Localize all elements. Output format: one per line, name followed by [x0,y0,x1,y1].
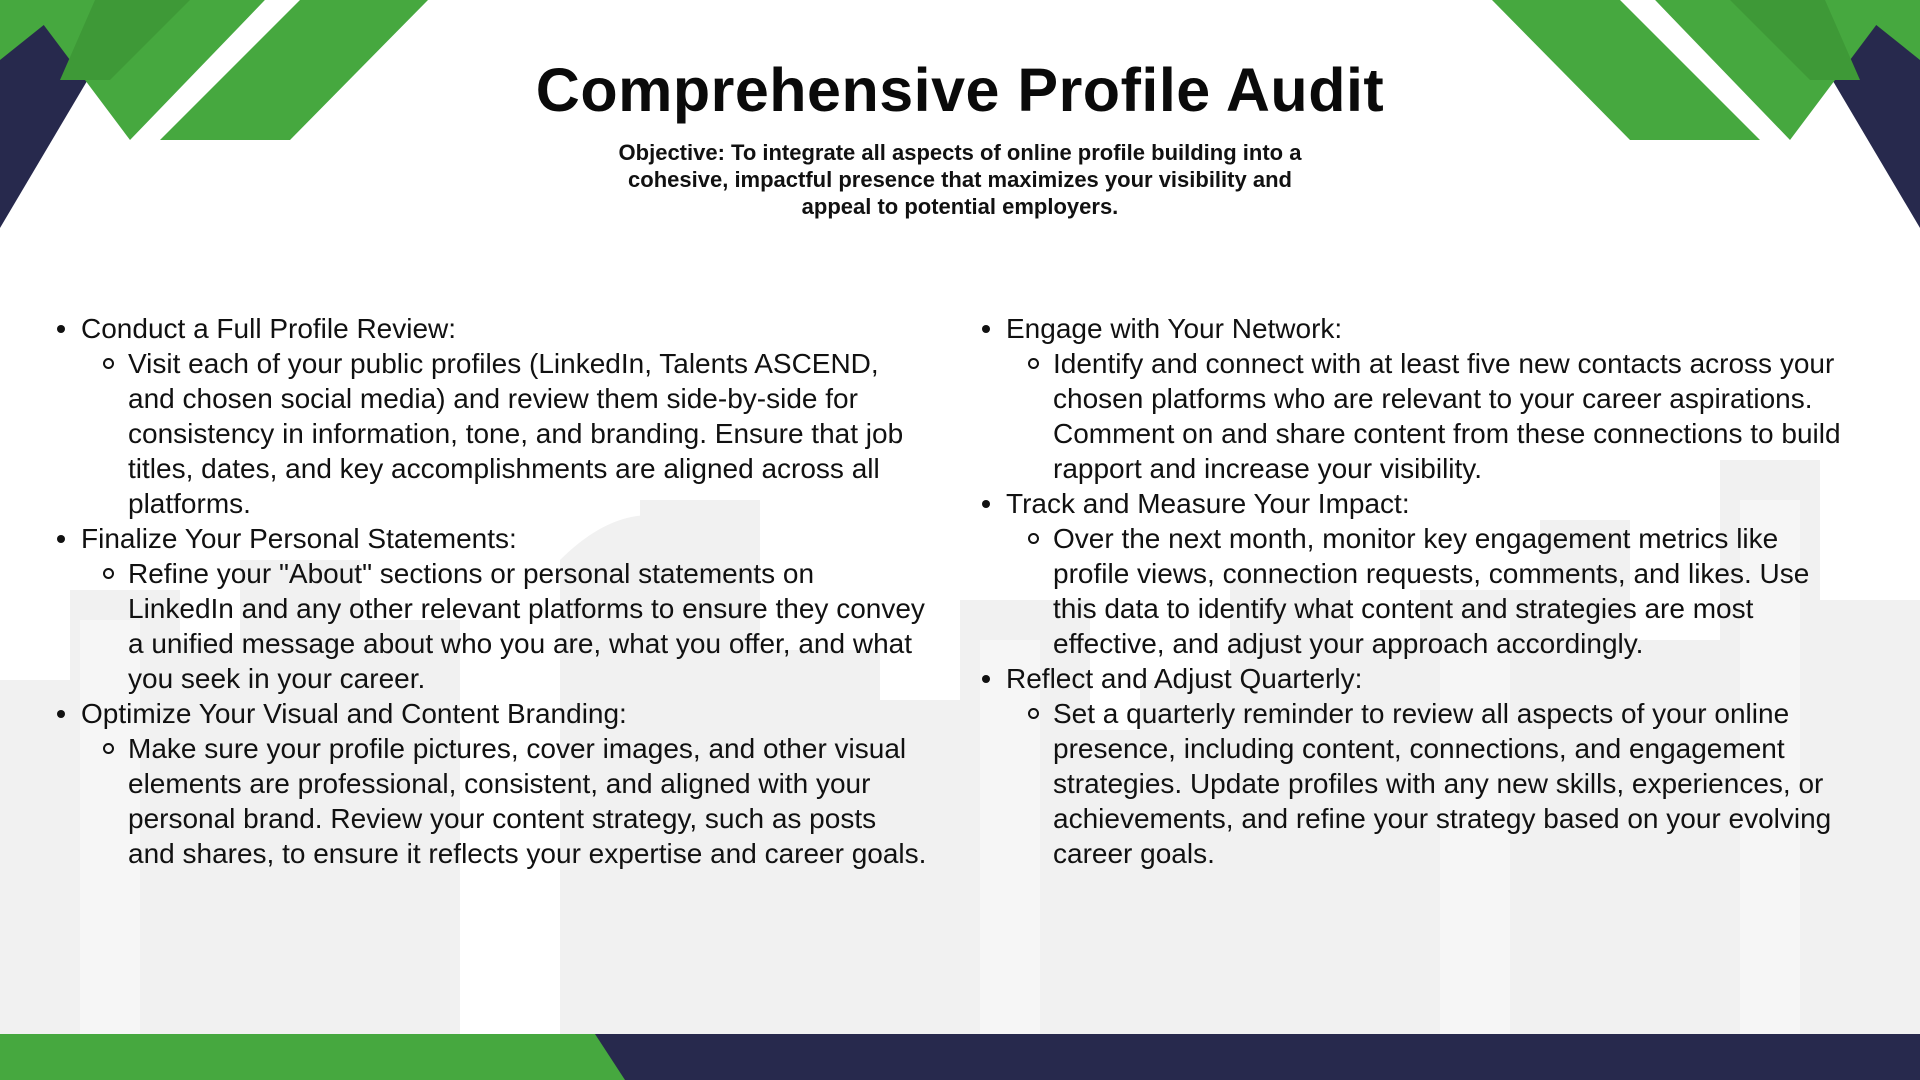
list-item [57,696,927,731]
circle-bullet-icon [103,358,114,369]
circle-bullet-icon [1028,358,1039,369]
item-detail: Over the next month, monitor key engagement metrics like profile views, connection requests, comments, and likes. Use this data to identify what content and strategies are most effective, and adjust your approach accordingly. [1053,523,1810,659]
bullet-icon [982,500,990,508]
sub-list-item [57,346,927,521]
sub-list-item [982,346,1852,486]
bullet-icon [57,535,65,543]
bullet-icon [982,325,990,333]
item-heading: Finalize Your Personal Statements: [81,523,517,554]
sub-list-item [57,556,927,696]
left-column [57,311,927,871]
list-item [982,486,1852,521]
item-heading: Conduct a Full Profile Review: [81,313,457,344]
bullet-icon [982,675,990,683]
circle-bullet-icon [1028,533,1039,544]
item-heading: Optimize Your Visual and Content Branding: [81,698,627,729]
footer-band [0,1034,1920,1080]
circle-bullet-icon [103,568,114,579]
header [0,55,1920,220]
sub-list-item [57,731,927,871]
item-heading: Track and Measure Your Impact: [1006,488,1410,519]
bullet-icon [57,710,65,718]
list-item [57,311,927,346]
circle-bullet-icon [103,743,114,754]
right-column [982,311,1852,871]
sub-list-item [982,696,1852,871]
circle-bullet-icon [1028,708,1039,719]
item-detail: Set a quarterly reminder to review all aspects of your online presence, including content, connections, and engagement strategies. Update profiles with any new skills, experiences, or achievements, and refine your strategy based on your evolving career goals. [1053,698,1832,869]
item-detail: Identify and connect with at least five new contacts across your chosen platforms who are relevant to your career aspirations. Comment on and share content from these connections to build rapport and increase your visibility. [1053,348,1841,484]
item-detail: Refine your "About" sections or personal statements on LinkedIn and any other relevant platforms to ensure they convey a unified message about who you are, what you offer, and what you seek in your career. [128,558,925,694]
item-detail: Visit each of your public profiles (LinkedIn, Talents ASCEND, and chosen social media) and review them side-by-side for consistency in information, tone, and branding. Ensure that job titles, dates, and key accomplishments are aligned across all platforms. [128,348,904,519]
sub-list-item [982,521,1852,661]
objective-text: Objective: To integrate all aspects of online profile building into a cohesive, impactful presence that maximizes your visibility and appeal to potential employers. [618,140,1302,219]
list-item [57,521,927,556]
item-heading: Engage with Your Network: [1006,313,1343,344]
bullet-icon [57,325,65,333]
item-detail: Make sure your profile pictures, cover images, and other visual elements are professional, consistent, and aligned with your personal brand. Review your content strategy, such as posts and shares, to ensure it reflects your expertise and career goals. [128,733,927,869]
item-heading: Reflect and Adjust Quarterly: [1006,663,1363,694]
page-title: Comprehensive Profile Audit [535,56,1385,124]
list-item [982,661,1852,696]
list-item [982,311,1852,346]
